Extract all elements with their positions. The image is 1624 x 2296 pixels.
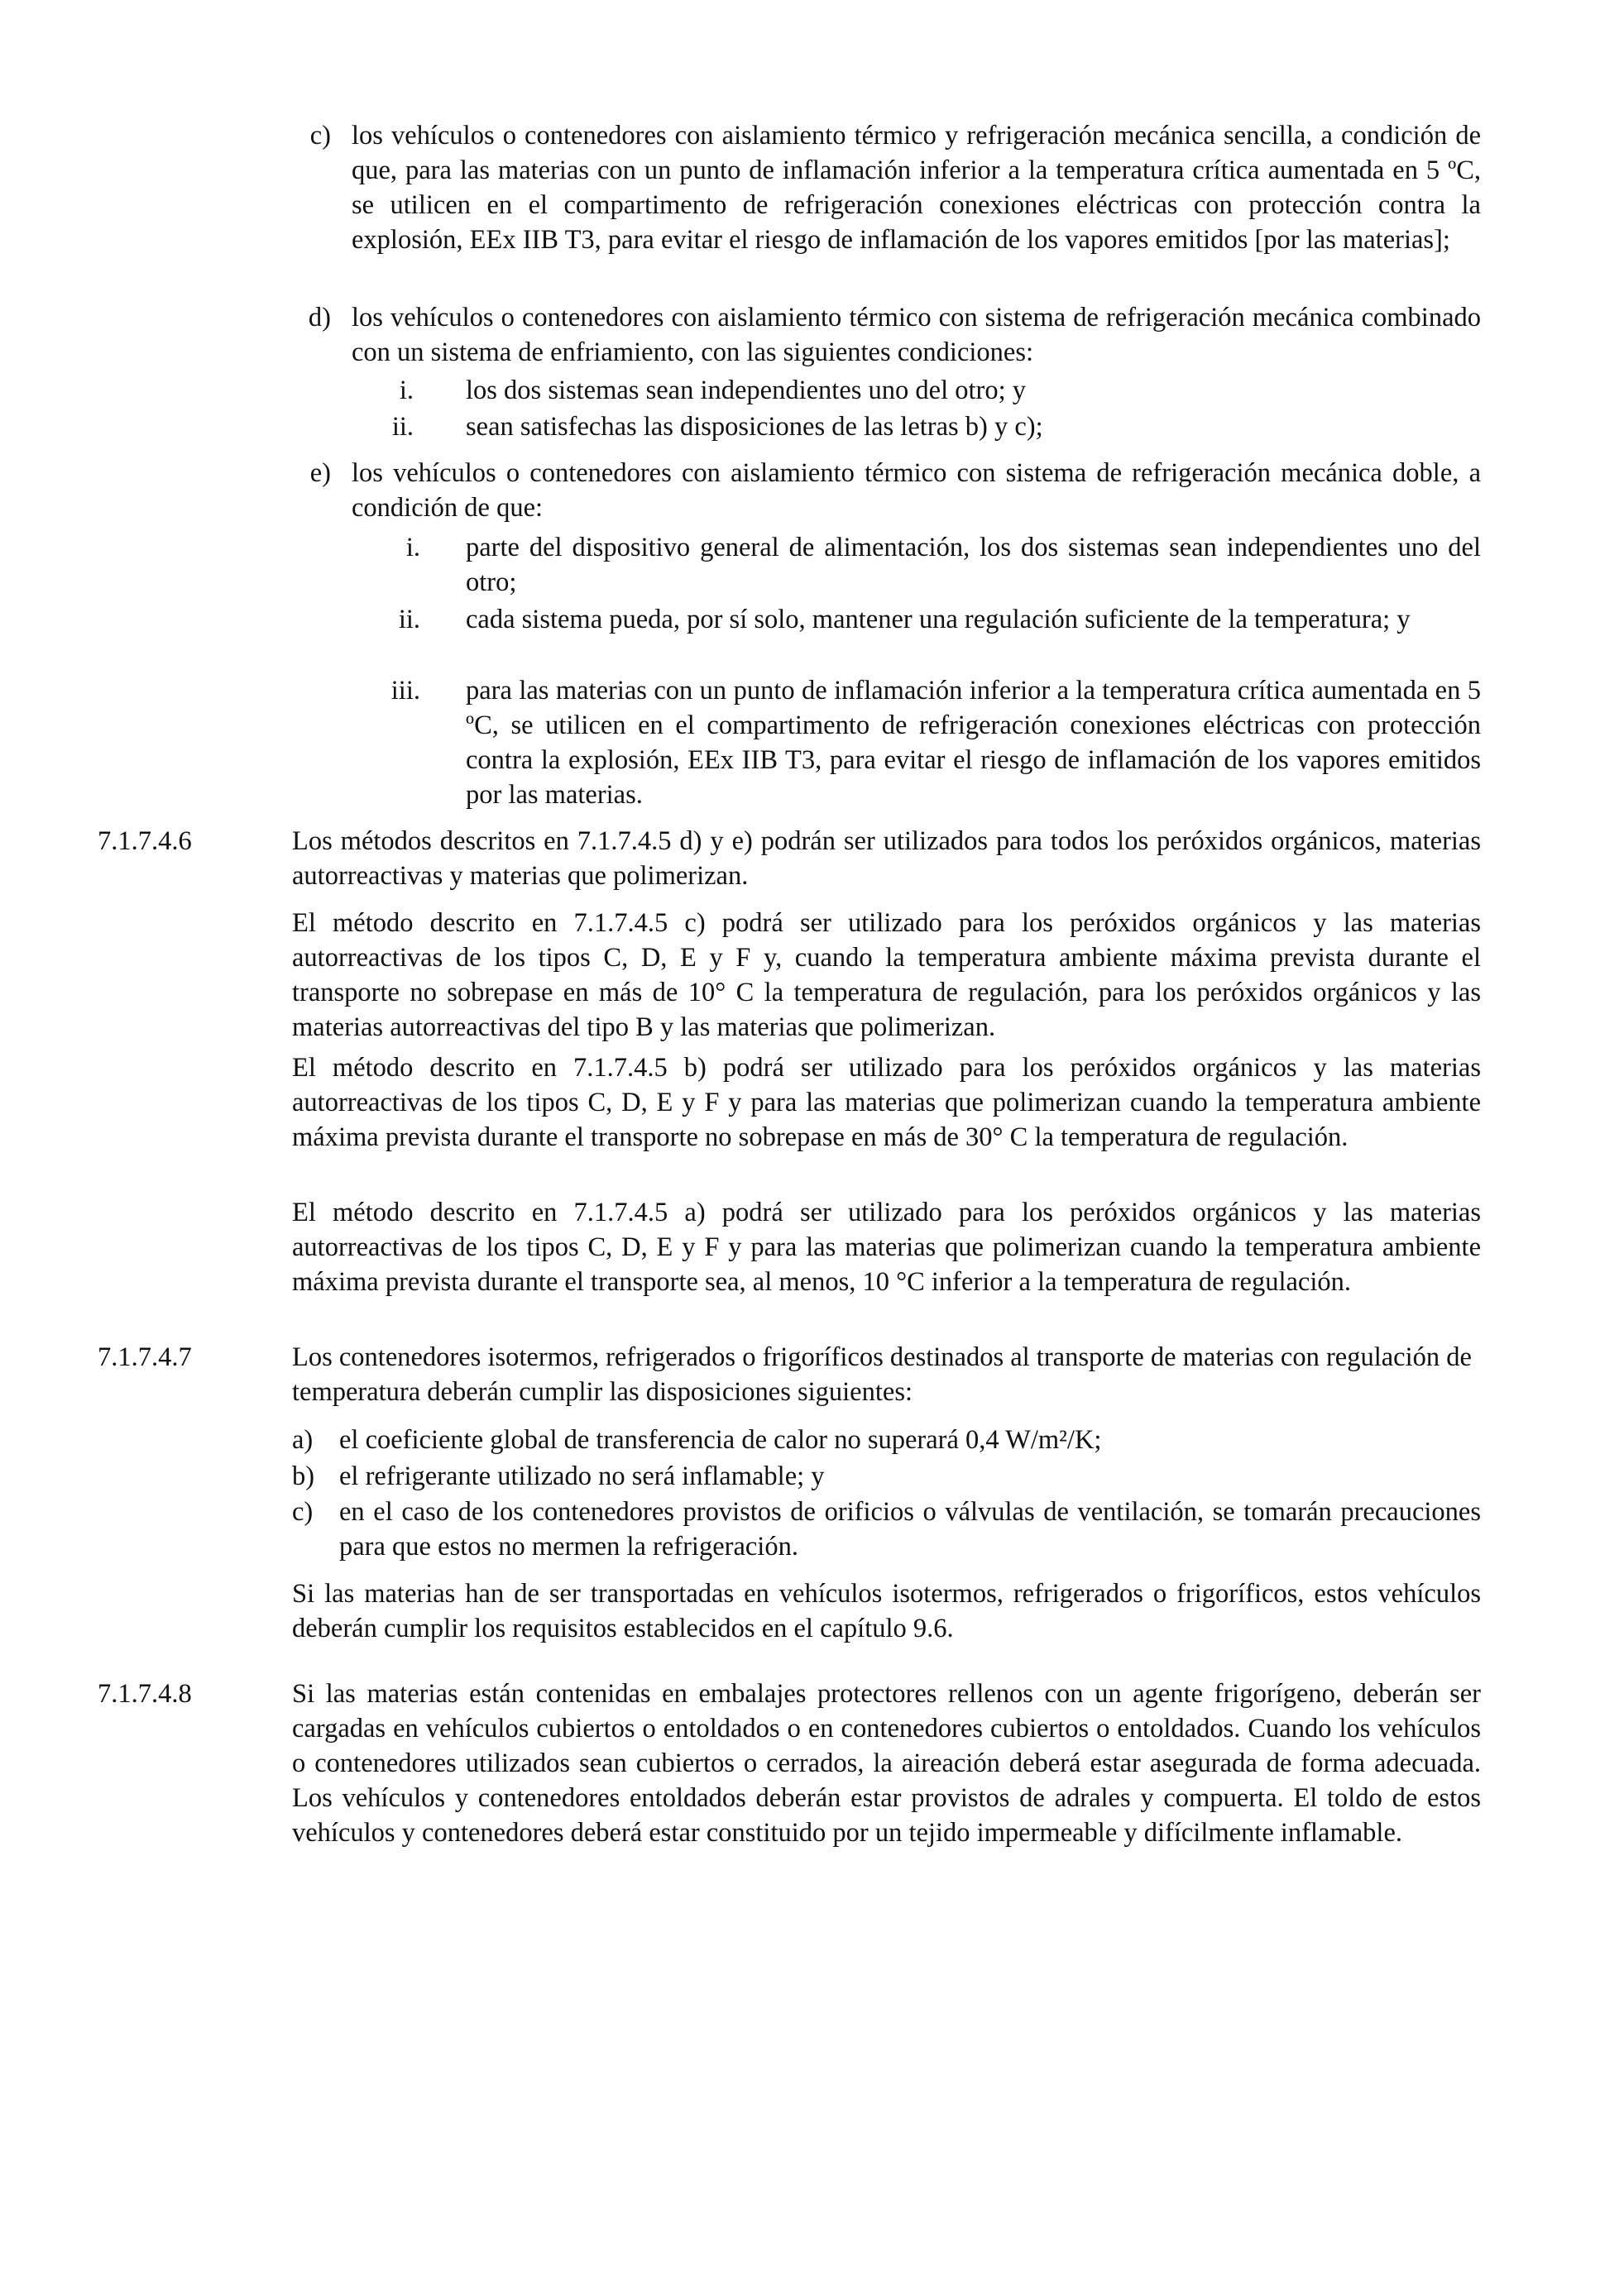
list-item-text: los vehículos o contenedores con aislamiento térmico con sistema de refrigeración mecánica doble, a condición de que: [352, 458, 1481, 523]
section-number: 7.1.7.4.8 [98, 1679, 192, 1709]
list-item-text: los vehículos o contenedores con aislamiento térmico y refrigeración mecánica sencilla, a condición de que, para las materias con un punto de inflamación inferior a la temperatura crítica aumentada en 5 ºC, se utilicen en el compartimento de refrigeración conexiones eléctricas con protección contra la explosión, EEx IIB T3, para evitar el riesgo de inflamación de los vapores emitidos [por las materias]; [352, 121, 1481, 255]
section-intro: Los contenedores isotermos, refrigerados o frigoríficos destinados al transporte de materias con regulación de temperatura deberán cumplir las disposiciones siguientes: [292, 1342, 1472, 1407]
sub-list-item-text: sean satisfechas las disposiciones de las letras b) y c); [466, 412, 1043, 442]
sub-list-item-label: i. [399, 375, 414, 405]
list-item-label: e) [309, 458, 331, 488]
list-item-label: c) [309, 121, 331, 151]
sub-list-item-text: parte del dispositivo general de alimentación, los dos sistemas sean independientes uno del otro; [466, 533, 1481, 597]
section-paragraph: El método descrito en 7.1.7.4.5 a) podrá ser utilizado para los peróxidos orgánicos y las materias autorreactivas de los tipos C, D, E y F y para las materias que polimerizan cuando la temperatura ambiente máxima prevista durante el transporte sea, al menos, 10 °C inferior a la temperatura de regulación. [292, 1198, 1481, 1297]
section-paragraph: El método descrito en 7.1.7.4.5 c) podrá ser utilizado para los peróxidos orgánicos y las materias autorreactivas de los tipos C, D, E y F y, cuando la temperatura ambiente máxima prevista durante el transporte no sobrepase en más de 10° C la temperatura de regulación, para los peróxidos orgánicos y las materias autorreactivas del tipo B y las materias que polimerizan. [292, 908, 1481, 1042]
section-paragraph: Si las materias están contenidas en embalajes protectores rellenos con un agente frigorígeno, deberán ser cargadas en vehículos cubiertos o entoldados o en contenedores cubiertos o entoldados. Cuando los vehículos o contenedores utilizados sean cubiertos o cerrados, la aireación deberá estar asegurada de forma adecuada. Los vehículos y contenedores entoldados deberán estar provistos de adrales y compuerta. El toldo de estos vehículos y contenedores deberá estar constituido por un tejido impermeable y difícilmente inflamable. [292, 1679, 1481, 1848]
sub-list-item-label: ii. [391, 412, 414, 442]
list-item-text: en el caso de los contenedores provistos de orificios o válvulas de ventilación, se tomarán precauciones para que estos no mermen la refrigeración. [339, 1497, 1481, 1562]
list-item-text: el coeficiente global de transferencia de calor no superará 0,4 W/m²/K; [339, 1425, 1102, 1455]
sub-list-item-label: i. [405, 533, 420, 562]
list-item-text: el refrigerante utilizado no será inflamable; y [339, 1461, 825, 1491]
section-number: 7.1.7.4.6 [98, 826, 192, 856]
list-item-label: c) [292, 1497, 314, 1527]
sub-list-item-label: iii. [390, 676, 420, 706]
sub-list-item-text: los dos sistemas sean independientes uno del otro; y [466, 375, 1026, 405]
section-closing: Si las materias han de ser transportadas en vehículos isotermos, refrigerados o frigoríficos, estos vehículos deberán cumplir los requisitos establecidos en el capítulo 9.6. [292, 1579, 1481, 1643]
list-item-label: b) [292, 1461, 315, 1491]
sub-list-item-text: para las materias con un punto de inflamación inferior a la temperatura crítica aumentada en 5 ºC, se utilicen en el compartimento de refrigeración conexiones eléctricas con protección contra la explosión, EEx IIB T3, para evitar el riesgo de inflamación de los vapores emitidos por las materias. [466, 676, 1481, 810]
sub-list-item-label: ii. [398, 605, 420, 634]
list-item-label: d) [308, 303, 331, 332]
list-item-text: los vehículos o contenedores con aislamiento térmico con sistema de refrigeración mecánica combinado con un sistema de enfriamiento, con las siguientes condiciones: [352, 303, 1481, 367]
section-paragraph: Los métodos descritos en 7.1.7.4.5 d) y e) podrán ser utilizados para todos los peróxidos orgánicos, materias autorreactivas y materias que polimerizan. [292, 826, 1481, 891]
sub-list-item-text: cada sistema pueda, por sí solo, mantener una regulación suficiente de la temperatura; y [466, 605, 1411, 634]
section-number: 7.1.7.4.7 [98, 1342, 192, 1372]
section-paragraph: El método descrito en 7.1.7.4.5 b) podrá ser utilizado para los peróxidos orgánicos y las materias autorreactivas de los tipos C, D, E y F y para las materias que polimerizan cuando la temperatura ambiente máxima prevista durante el transporte no sobrepase en más de 30° C la temperatura de regulación. [292, 1053, 1481, 1152]
list-item-label: a) [292, 1425, 314, 1455]
